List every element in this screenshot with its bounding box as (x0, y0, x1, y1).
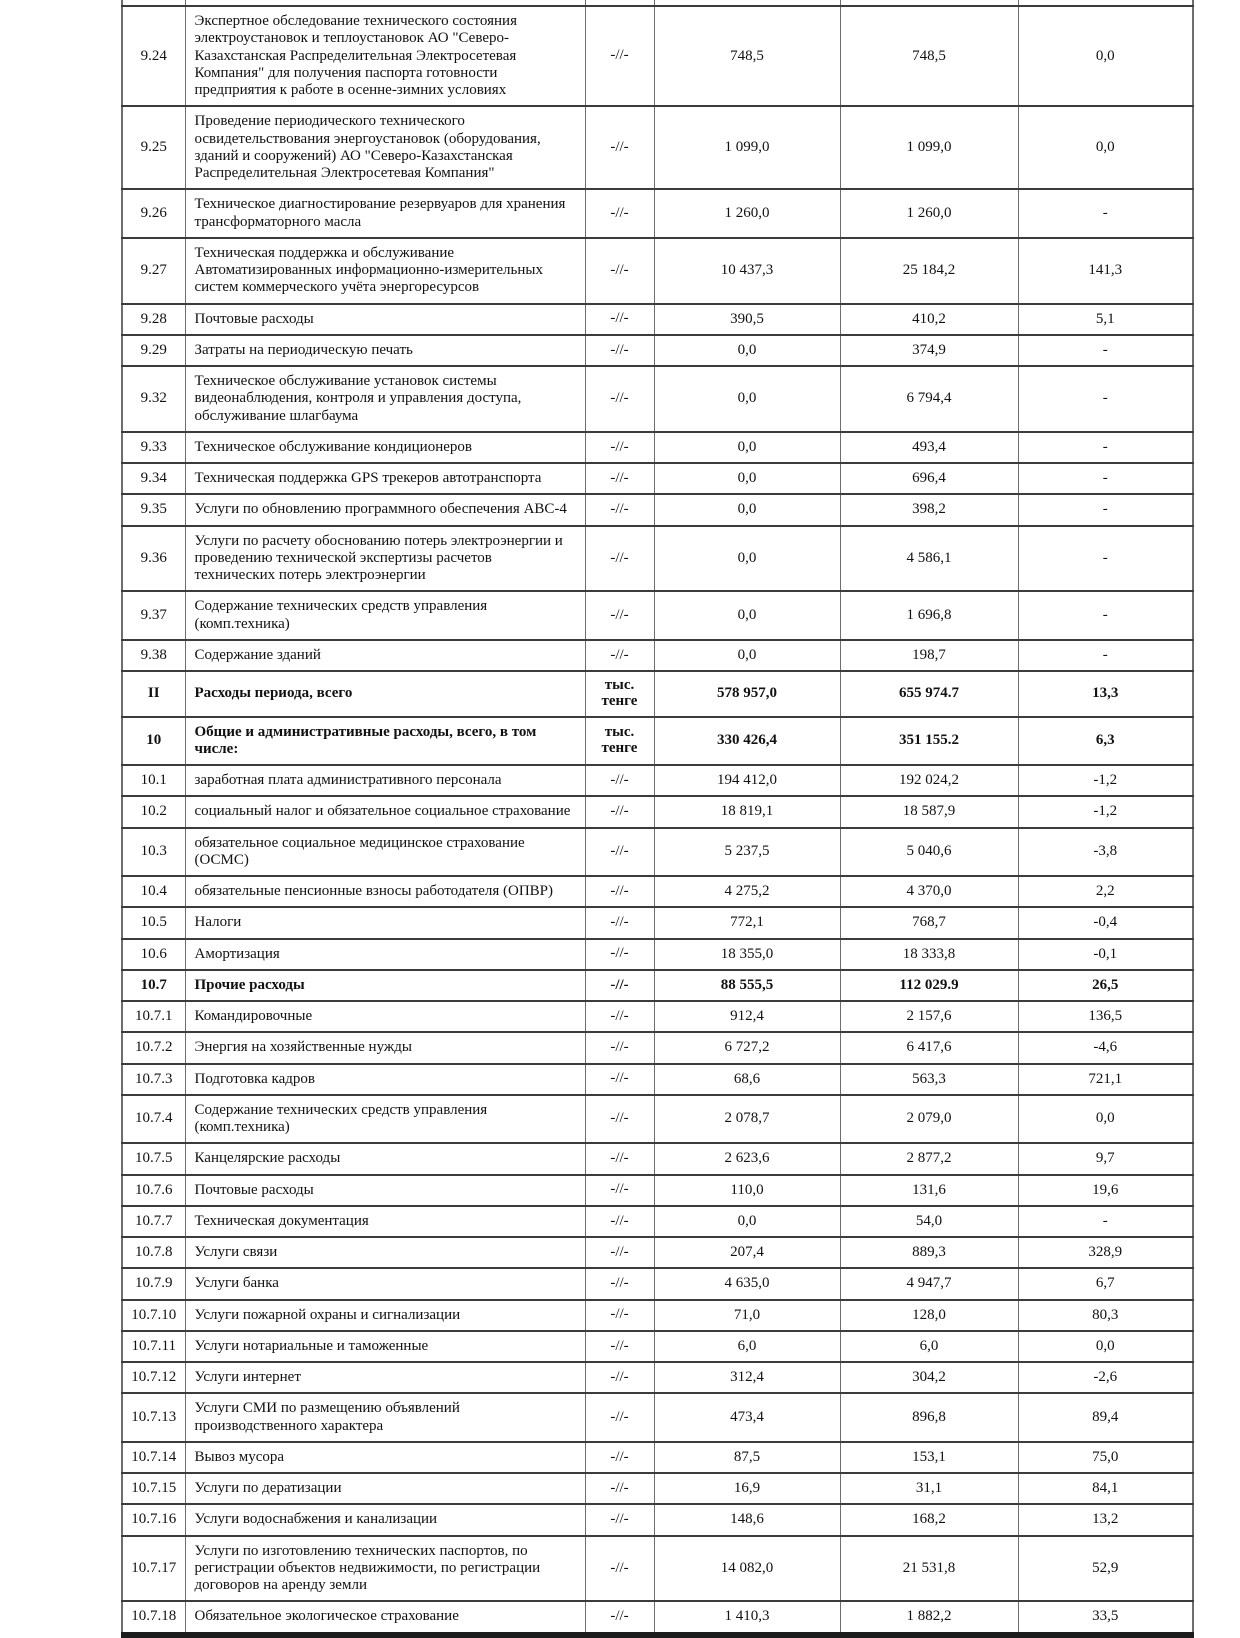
value2-cell: 896,8 (840, 1393, 1018, 1442)
value3-cell: 0,0 (1018, 106, 1193, 189)
table-row (122, 1331, 1193, 1362)
row-number-cell: 9.25 (122, 106, 185, 189)
unit-cell: -//- (585, 304, 654, 335)
value3-cell: 721,1 (1018, 1064, 1193, 1095)
unit-cell: -//- (585, 335, 654, 366)
unit-cell: -//- (585, 1268, 654, 1299)
value2-cell: 4 947,7 (840, 1268, 1018, 1299)
value2-cell: 6 417,6 (840, 1032, 1018, 1063)
table-row (122, 335, 1193, 366)
description-cell: Техническое обслуживание кондиционеров (185, 432, 585, 463)
value2-cell: 1 260,0 (840, 189, 1018, 238)
value1-cell: 0,0 (654, 366, 840, 432)
unit-cell: -//- (585, 1032, 654, 1063)
value3-cell: 84,1 (1018, 1473, 1193, 1504)
description-cell: Услуги по обновлению программного обеспечения АВС-4 (185, 494, 585, 525)
row-number-cell: 10.7.15 (122, 1473, 185, 1504)
row-number-cell: 10.7.14 (122, 1442, 185, 1473)
value2-cell: 128,0 (840, 1300, 1018, 1331)
value2-cell: 304,2 (840, 1362, 1018, 1393)
value3-cell: 0,0 (1018, 1331, 1193, 1362)
description-cell: Услуги пожарной охраны и сигнализации (185, 1300, 585, 1331)
unit-cell: -//- (585, 1393, 654, 1442)
value2-cell: 153,1 (840, 1442, 1018, 1473)
value1-cell: 0,0 (654, 526, 840, 592)
row-number-cell: 10.7.9 (122, 1268, 185, 1299)
value3-cell: 6,3 (1018, 717, 1193, 766)
value1-cell: 207,4 (654, 1237, 840, 1268)
value1-cell: 2 078,7 (654, 1095, 840, 1144)
value3-cell: -1,2 (1018, 796, 1193, 827)
unit-cell: -//- (585, 463, 654, 494)
row-number-cell: 10.7.17 (122, 1536, 185, 1602)
value2-cell: 6 794,4 (840, 366, 1018, 432)
value1-cell: 14 082,0 (654, 1536, 840, 1602)
description-cell: Услуги по дератизации (185, 1473, 585, 1504)
row-number-cell: 10.7.8 (122, 1237, 185, 1268)
value1-cell: 1 260,0 (654, 189, 840, 238)
table-row (122, 640, 1193, 671)
value1-cell: 6 727,2 (654, 1032, 840, 1063)
description-cell: Почтовые расходы (185, 1175, 585, 1206)
unit-cell: -//- (585, 1601, 654, 1634)
table-row (122, 494, 1193, 525)
row-number-cell: 10.7.16 (122, 1504, 185, 1535)
table-row (122, 1442, 1193, 1473)
value2-cell: 21 531,8 (840, 1536, 1018, 1602)
value1-cell: 18 355,0 (654, 939, 840, 970)
value2-cell: 18 333,8 (840, 939, 1018, 970)
unit-cell: -//- (585, 494, 654, 525)
unit-cell: -//- (585, 1237, 654, 1268)
row-number-cell: II (122, 671, 185, 717)
value3-cell: - (1018, 1206, 1193, 1237)
value1-cell: 10 437,3 (654, 238, 840, 304)
row-number-cell: 10.6 (122, 939, 185, 970)
unit-cell: -//- (585, 907, 654, 938)
value3-cell: 19,6 (1018, 1175, 1193, 1206)
value1-cell: 110,0 (654, 1175, 840, 1206)
value3-cell: - (1018, 335, 1193, 366)
value2-cell: 4 370,0 (840, 876, 1018, 907)
value1-cell: 330 426,4 (654, 717, 840, 766)
description-cell: Содержание зданий (185, 640, 585, 671)
value2-cell: 112 029.9 (840, 970, 1018, 1001)
description-cell: Энергия на хозяйственные нужды (185, 1032, 585, 1063)
description-cell: Услуги нотариальные и таможенные (185, 1331, 585, 1362)
row-number-cell: 10.1 (122, 765, 185, 796)
value2-cell: 31,1 (840, 1473, 1018, 1504)
row-number-cell: 9.34 (122, 463, 185, 494)
description-cell: Расходы периода, всего (185, 671, 585, 717)
value2-cell: 18 587,9 (840, 796, 1018, 827)
table-row (122, 1206, 1193, 1237)
table-row (122, 1504, 1193, 1535)
value1-cell: 772,1 (654, 907, 840, 938)
row-number-cell: 10.7.2 (122, 1032, 185, 1063)
table-row (122, 1268, 1193, 1299)
value1-cell: 6,0 (654, 1331, 840, 1362)
description-cell: обязательные пенсионные взносы работодателя (ОПВР) (185, 876, 585, 907)
value2-cell: 748,5 (840, 6, 1018, 106)
row-number-cell: 10.7.12 (122, 1362, 185, 1393)
value3-cell: 80,3 (1018, 1300, 1193, 1331)
row-number-cell: 10.7.3 (122, 1064, 185, 1095)
value3-cell: -4,6 (1018, 1032, 1193, 1063)
unit-cell: -//- (585, 640, 654, 671)
unit-cell: -//- (585, 765, 654, 796)
value3-cell: - (1018, 526, 1193, 592)
value3-cell: 75,0 (1018, 1442, 1193, 1473)
description-cell: Услуги СМИ по размещению объявлений производственного характера (185, 1393, 585, 1442)
row-number-cell: 9.35 (122, 494, 185, 525)
table-row (122, 1001, 1193, 1032)
value2-cell: 5 040,6 (840, 828, 1018, 877)
row-number-cell: 10.7.5 (122, 1143, 185, 1174)
row-number-cell: 10.7.18 (122, 1601, 185, 1634)
table-row (122, 1064, 1193, 1095)
row-number-cell: 10.7.6 (122, 1175, 185, 1206)
table-row (122, 1143, 1193, 1174)
value2-cell: 768,7 (840, 907, 1018, 938)
description-cell: Техническая поддержка и обслуживание Автоматизированных информационно-измерительных систем коммерческого учёта энергоресурсов (185, 238, 585, 304)
row-number-cell: 9.24 (122, 6, 185, 106)
value1-cell: 473,4 (654, 1393, 840, 1442)
value3-cell: - (1018, 189, 1193, 238)
value2-cell: 351 155.2 (840, 717, 1018, 766)
value3-cell: -1,2 (1018, 765, 1193, 796)
value1-cell: 71,0 (654, 1300, 840, 1331)
value2-cell: 192 024,2 (840, 765, 1018, 796)
table-row (122, 238, 1193, 304)
row-number-cell: 10.7.7 (122, 1206, 185, 1237)
value1-cell: 0,0 (654, 335, 840, 366)
value1-cell: 2 623,6 (654, 1143, 840, 1174)
table-row (122, 1601, 1193, 1634)
value1-cell: 1 410,3 (654, 1601, 840, 1634)
row-number-cell: 9.28 (122, 304, 185, 335)
value1-cell: 4 635,0 (654, 1268, 840, 1299)
row-number-cell: 9.29 (122, 335, 185, 366)
description-cell: социальный налог и обязательное социальное страхование (185, 796, 585, 827)
value3-cell: 9,7 (1018, 1143, 1193, 1174)
value2-cell: 2 877,2 (840, 1143, 1018, 1174)
table-row (122, 1473, 1193, 1504)
unit-cell: -//- (585, 1473, 654, 1504)
row-number-cell: 10.7.10 (122, 1300, 185, 1331)
value2-cell: 696,4 (840, 463, 1018, 494)
description-cell: Экспертное обследование технического состояния электроустановок и теплоустановок АО "Северо-Казахстанская Распределительная Электросетевая Компания" для получения паспорта готовности предприятия к работе в осенне-зимних условиях (185, 6, 585, 106)
table-row (122, 828, 1193, 877)
table-row (122, 907, 1193, 938)
value1-cell: 5 237,5 (654, 828, 840, 877)
description-cell: Проведение периодического технического освидетельствования энергоустановок (оборудования, зданий и сооружений) АО "Северо-Казахстанская Распределительная Электросетевая Компания" (185, 106, 585, 189)
value3-cell: 52,9 (1018, 1536, 1193, 1602)
description-cell: заработная плата административного персонала (185, 765, 585, 796)
table-row (122, 1237, 1193, 1268)
value2-cell: 131,6 (840, 1175, 1018, 1206)
unit-cell: -//- (585, 1064, 654, 1095)
value3-cell: - (1018, 494, 1193, 525)
value2-cell: 198,7 (840, 640, 1018, 671)
row-number-cell: 10.7.11 (122, 1331, 185, 1362)
value1-cell: 0,0 (654, 463, 840, 494)
table-row (122, 1362, 1193, 1393)
row-number-cell: 10.5 (122, 907, 185, 938)
description-cell: Командировочные (185, 1001, 585, 1032)
unit-cell: -//- (585, 828, 654, 877)
table-row (122, 106, 1193, 189)
value3-cell: - (1018, 463, 1193, 494)
row-number-cell: 10.7.1 (122, 1001, 185, 1032)
table-row (122, 591, 1193, 640)
value2-cell: 54,0 (840, 1206, 1018, 1237)
table-row (122, 939, 1193, 970)
unit-cell: -//- (585, 876, 654, 907)
description-cell: Услуги по изготовлению технических паспортов, по регистрации объектов недвижимости, по регистрации договоров на аренду земли (185, 1536, 585, 1602)
unit-cell: -//- (585, 1331, 654, 1362)
value1-cell: 578 957,0 (654, 671, 840, 717)
value2-cell: 25 184,2 (840, 238, 1018, 304)
row-number-cell: 9.36 (122, 526, 185, 592)
unit-cell: -//- (585, 6, 654, 106)
row-number-cell: 9.38 (122, 640, 185, 671)
description-cell: Амортизация (185, 939, 585, 970)
unit-cell: тыс. тенге (585, 717, 654, 766)
row-number-cell: 9.37 (122, 591, 185, 640)
unit-cell: -//- (585, 526, 654, 592)
row-number-cell: 9.26 (122, 189, 185, 238)
value3-cell: -2,6 (1018, 1362, 1193, 1393)
value3-cell: 141,3 (1018, 238, 1193, 304)
value3-cell: 5,1 (1018, 304, 1193, 335)
value2-cell: 563,3 (840, 1064, 1018, 1095)
value3-cell: 89,4 (1018, 1393, 1193, 1442)
unit-cell: -//- (585, 1175, 654, 1206)
table-row (122, 304, 1193, 335)
value3-cell: - (1018, 366, 1193, 432)
value2-cell: 4 586,1 (840, 526, 1018, 592)
description-cell: Техническая документация (185, 1206, 585, 1237)
table-row (122, 717, 1193, 766)
description-cell: Затраты на периодическую печать (185, 335, 585, 366)
value3-cell: 2,2 (1018, 876, 1193, 907)
table-row (122, 1300, 1193, 1331)
value1-cell: 87,5 (654, 1442, 840, 1473)
value2-cell: 374,9 (840, 335, 1018, 366)
row-number-cell: 10.2 (122, 796, 185, 827)
description-cell: Вывоз мусора (185, 1442, 585, 1473)
description-cell: Услуги водоснабжения и канализации (185, 1504, 585, 1535)
row-number-cell: 9.27 (122, 238, 185, 304)
value1-cell: 18 819,1 (654, 796, 840, 827)
value2-cell: 168,2 (840, 1504, 1018, 1535)
value2-cell: 1 696,8 (840, 591, 1018, 640)
value3-cell: - (1018, 591, 1193, 640)
value2-cell: 410,2 (840, 304, 1018, 335)
description-cell: Услуги интернет (185, 1362, 585, 1393)
value1-cell: 148,6 (654, 1504, 840, 1535)
table-row (122, 463, 1193, 494)
description-cell: Техническое диагностирование резервуаров для хранения трансформаторного масла (185, 189, 585, 238)
unit-cell: -//- (585, 366, 654, 432)
value2-cell: 1 099,0 (840, 106, 1018, 189)
description-cell: Почтовые расходы (185, 304, 585, 335)
value1-cell: 0,0 (654, 591, 840, 640)
description-cell: Налоги (185, 907, 585, 938)
row-number-cell: 10 (122, 717, 185, 766)
row-number-cell: 10.3 (122, 828, 185, 877)
value3-cell: 0,0 (1018, 1095, 1193, 1144)
unit-cell: -//- (585, 591, 654, 640)
table-row (122, 796, 1193, 827)
description-cell: Техническое обслуживание установок системы видеонаблюдения, контроля и управления доступа, обслуживание шлагбаума (185, 366, 585, 432)
value2-cell: 889,3 (840, 1237, 1018, 1268)
row-number-cell: 10.7 (122, 970, 185, 1001)
description-cell: Услуги по расчету обоснованию потерь электроэнергии и проведению технической экспертизы расчетов технических потерь электроэнергии (185, 526, 585, 592)
description-cell: Подготовка кадров (185, 1064, 585, 1095)
description-cell: Содержание технических средств управления (комп.техника) (185, 1095, 585, 1144)
value1-cell: 912,4 (654, 1001, 840, 1032)
table-row (122, 6, 1193, 106)
value1-cell: 312,4 (654, 1362, 840, 1393)
unit-cell: -//- (585, 432, 654, 463)
value1-cell: 748,5 (654, 6, 840, 106)
value2-cell: 2 157,6 (840, 1001, 1018, 1032)
value3-cell: 0,0 (1018, 6, 1193, 106)
unit-cell: -//- (585, 238, 654, 304)
value2-cell: 655 974.7 (840, 671, 1018, 717)
value1-cell: 0,0 (654, 432, 840, 463)
description-cell: Услуги банка (185, 1268, 585, 1299)
table-row (122, 1095, 1193, 1144)
value1-cell: 0,0 (654, 494, 840, 525)
description-cell: Техническая поддержка GPS трекеров автотранспорта (185, 463, 585, 494)
unit-cell: -//- (585, 1143, 654, 1174)
unit-cell: -//- (585, 1206, 654, 1237)
table-row (122, 432, 1193, 463)
row-number-cell: 10.4 (122, 876, 185, 907)
value1-cell: 88 555,5 (654, 970, 840, 1001)
unit-cell: -//- (585, 970, 654, 1001)
table-row (122, 765, 1193, 796)
table-row (122, 526, 1193, 592)
row-number-cell: 9.33 (122, 432, 185, 463)
value3-cell: 136,5 (1018, 1001, 1193, 1032)
unit-cell: -//- (585, 106, 654, 189)
row-number-cell: 10.7.13 (122, 1393, 185, 1442)
table-row (122, 671, 1193, 717)
value1-cell: 1 099,0 (654, 106, 840, 189)
value1-cell: 16,9 (654, 1473, 840, 1504)
table-row (122, 876, 1193, 907)
value1-cell: 68,6 (654, 1064, 840, 1095)
table-row (122, 1393, 1193, 1442)
description-cell: Обязательное экологическое страхование (185, 1601, 585, 1634)
unit-cell: -//- (585, 1536, 654, 1602)
row-number-cell: 9.32 (122, 366, 185, 432)
unit-cell: -//- (585, 1300, 654, 1331)
table-row (122, 366, 1193, 432)
table-row (122, 970, 1193, 1001)
value3-cell: -3,8 (1018, 828, 1193, 877)
value3-cell: - (1018, 432, 1193, 463)
value3-cell: -0,1 (1018, 939, 1193, 970)
table-row (122, 1032, 1193, 1063)
description-cell: обязательное социальное медицинское страхование (ОСМС) (185, 828, 585, 877)
unit-cell: -//- (585, 1001, 654, 1032)
value3-cell: 13,2 (1018, 1504, 1193, 1535)
value1-cell: 4 275,2 (654, 876, 840, 907)
value2-cell: 6,0 (840, 1331, 1018, 1362)
unit-cell: -//- (585, 189, 654, 238)
description-cell: Услуги связи (185, 1237, 585, 1268)
unit-cell: -//- (585, 1442, 654, 1473)
value1-cell: 0,0 (654, 1206, 840, 1237)
unit-cell: тыс. тенге (585, 671, 654, 717)
description-cell: Содержание технических средств управления (комп.техника) (185, 591, 585, 640)
value2-cell: 2 079,0 (840, 1095, 1018, 1144)
expenses-table (121, 0, 1194, 1638)
value3-cell: -0,4 (1018, 907, 1193, 938)
unit-cell: -//- (585, 1362, 654, 1393)
value1-cell: 0,0 (654, 640, 840, 671)
unit-cell: -//- (585, 939, 654, 970)
value1-cell: 390,5 (654, 304, 840, 335)
table-row (122, 1536, 1193, 1602)
row-number-cell: 10.7.4 (122, 1095, 185, 1144)
value3-cell: - (1018, 640, 1193, 671)
value2-cell: 493,4 (840, 432, 1018, 463)
description-cell: Прочие расходы (185, 970, 585, 1001)
value1-cell: 194 412,0 (654, 765, 840, 796)
value3-cell: 33,5 (1018, 1601, 1193, 1634)
value3-cell: 6,7 (1018, 1268, 1193, 1299)
table-row (122, 1175, 1193, 1206)
description-cell: Канцелярские расходы (185, 1143, 585, 1174)
unit-cell: -//- (585, 1095, 654, 1144)
table-row (122, 189, 1193, 238)
value3-cell: 26,5 (1018, 970, 1193, 1001)
value3-cell: 328,9 (1018, 1237, 1193, 1268)
unit-cell: -//- (585, 796, 654, 827)
value3-cell: 13,3 (1018, 671, 1193, 717)
value2-cell: 398,2 (840, 494, 1018, 525)
description-cell: Общие и административные расходы, всего, в том числе: (185, 717, 585, 766)
unit-cell: -//- (585, 1504, 654, 1535)
value2-cell: 1 882,2 (840, 1601, 1018, 1634)
